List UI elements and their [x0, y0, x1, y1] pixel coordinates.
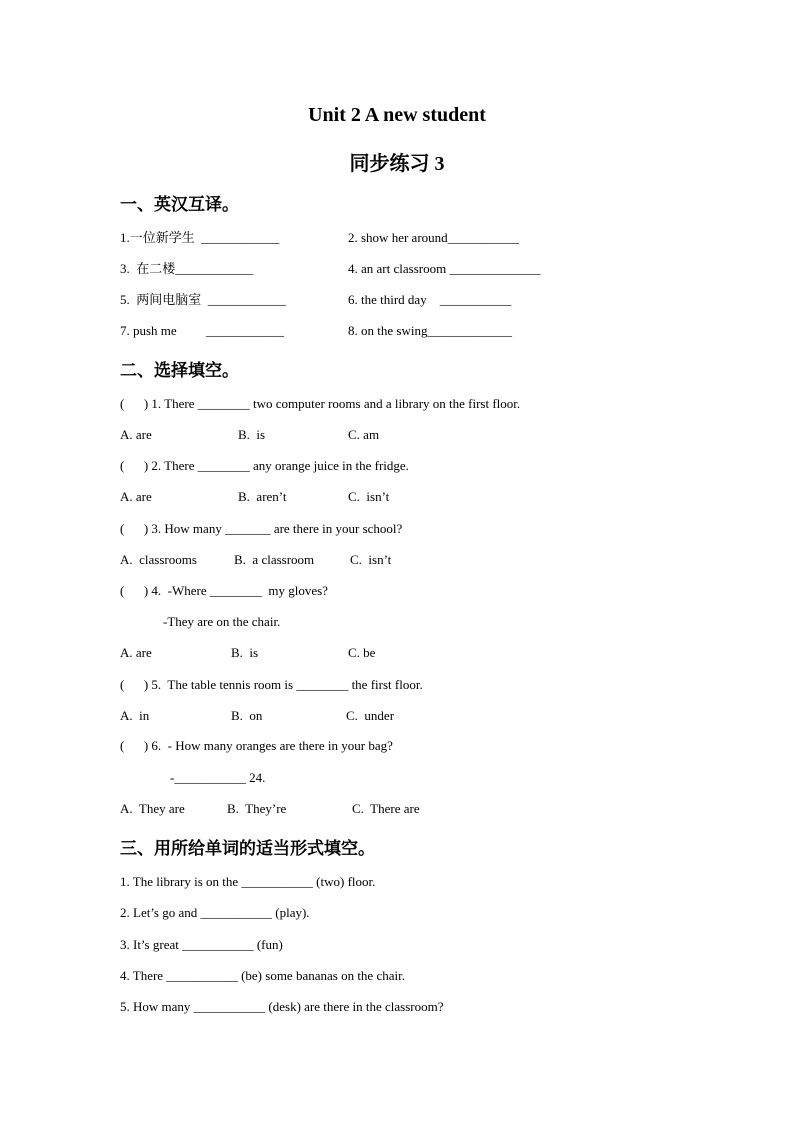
translation-item-6: 6. the third day ___________: [348, 292, 512, 307]
translation-item-8: 8. on the swing_____________: [348, 323, 512, 338]
word-form-item-5: 5. How many ___________ (desk) are there in the classroom?: [120, 999, 444, 1014]
choice-5-option-c: C. under: [346, 708, 395, 723]
choice-question-3: ( ) 3. How many _______ are there in your school?: [120, 521, 403, 536]
page-title: Unit 2 A new student: [308, 104, 486, 126]
choice-4-option-b: B. is: [231, 645, 259, 660]
word-form-item-1: 1. The library is on the ___________ (two) floor.: [120, 874, 376, 889]
choice-question-2: ( ) 2. There ________ any orange juice in the fridge.: [120, 458, 409, 473]
choice-question-1: ( ) 1. There ________ two computer rooms and a library on the first floor.: [120, 396, 521, 411]
choice-4-option-a: A. are: [120, 645, 152, 660]
choice-question-6: ( ) 6. - How many oranges are there in your bag?: [120, 738, 393, 753]
choice-question-6-reply: -___________ 24.: [170, 770, 266, 785]
choice-3-option-b: B. a classroom: [234, 552, 315, 567]
choice-6-option-c: C. There are: [352, 801, 420, 816]
translation-item-7: 7. push me ____________: [120, 323, 284, 338]
translation-item-1: 1.一位新学生 ____________: [120, 230, 280, 245]
translation-item-5: 5. 两间电脑室 ____________: [120, 292, 286, 307]
choice-2-option-c: C. isn’t: [348, 489, 390, 504]
choice-1-option-b: B. is: [238, 427, 266, 442]
choice-6-option-a: A. They are: [120, 801, 185, 816]
word-form-item-4: 4. There ___________ (be) some bananas on the chair.: [120, 968, 405, 983]
choice-1-option-a: A. are: [120, 427, 152, 442]
choice-2-option-a: A. are: [120, 489, 152, 504]
translation-item-4: 4. an art classroom ______________: [348, 261, 541, 276]
choice-1-option-c: C. am: [348, 427, 380, 442]
translation-item-2: 2. show her around___________: [348, 230, 520, 245]
word-form-item-2: 2. Let’s go and ___________ (play).: [120, 905, 310, 920]
choice-3-option-c: C. isn’t: [350, 552, 392, 567]
section-heading-multiple-choice: 二、选择填空。: [120, 361, 239, 381]
choice-5-option-b: B. on: [231, 708, 263, 723]
page-subtitle: 同步练习 3: [349, 153, 445, 175]
translation-item-3: 3. 在二楼____________: [120, 261, 254, 276]
choice-4-option-c: C. be: [348, 645, 376, 660]
choice-question-4-reply: -They are on the chair.: [163, 614, 281, 629]
choice-2-option-b: B. aren’t: [238, 489, 287, 504]
choice-question-4: ( ) 4. -Where ________ my gloves?: [120, 583, 328, 598]
section-heading-word-forms: 三、用所给单词的适当形式填空。: [120, 839, 375, 859]
section-heading-translation: 一、英汉互译。: [120, 195, 239, 215]
choice-question-5: ( ) 5. The table tennis room is ________ the first floor.: [120, 677, 423, 692]
choice-5-option-a: A. in: [120, 708, 150, 723]
choice-3-option-a: A. classrooms: [120, 552, 197, 567]
word-form-item-3: 3. It’s great ___________ (fun): [120, 937, 283, 952]
choice-6-option-b: B. They’re: [227, 801, 287, 816]
